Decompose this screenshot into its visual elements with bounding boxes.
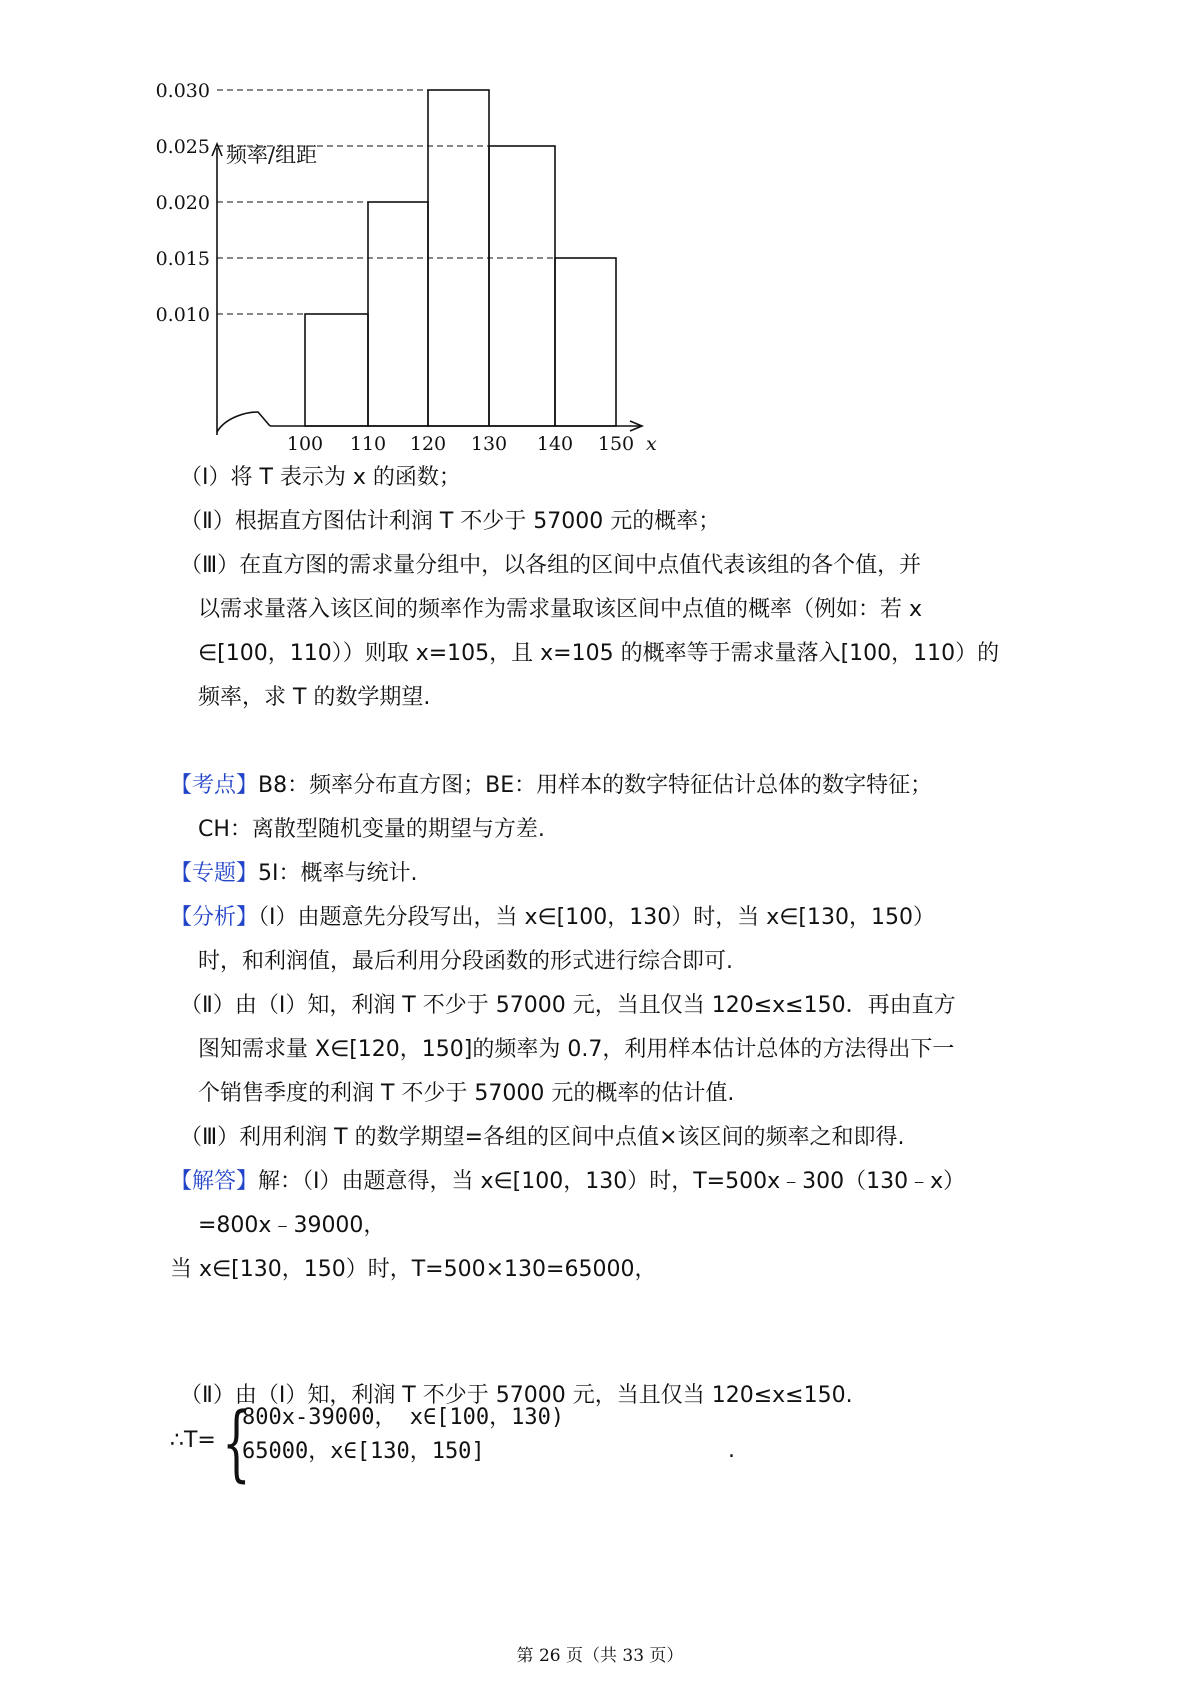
piecewise-brace: { — [222, 1396, 251, 1491]
kaodian-line-2: CH：离散型随机变量的期望与方差. — [198, 817, 545, 842]
x-tick-label: 110 — [349, 433, 387, 455]
zhuanti-line — [170, 859, 418, 889]
y-tick-label: 0.015 — [155, 248, 210, 270]
piecewise-lhs: ∴T= — [170, 1428, 216, 1453]
jieda-tag: 【解答】 — [170, 1169, 259, 1194]
fenxi-line-2: 时，和利润值，最后利用分段函数的形式进行综合即可. — [198, 949, 733, 974]
y-tick-label: 0.010 — [155, 304, 210, 326]
kaodian-line-1 — [170, 771, 932, 801]
fenxi-tag: 【分析】 — [170, 905, 259, 930]
x-tick-label: 130 — [470, 433, 508, 455]
y-tick-label: 0.020 — [155, 192, 210, 214]
x-tick-label: 100 — [286, 433, 324, 455]
y-tick-labels — [156, 80, 210, 326]
fenxi-line-1 — [170, 903, 935, 933]
jieda-line-1 — [170, 1167, 965, 1197]
x-tick-label: 140 — [536, 433, 574, 455]
zhuanti-text: 5I：概率与统计. — [258, 861, 418, 886]
x-axis-label: x — [646, 433, 657, 455]
y-axis-label: 频率/组距 — [226, 143, 318, 167]
page-footer: 第 26 页（共 33 页） — [516, 1646, 684, 1666]
jieda-text-1: 解：（Ⅰ）由题意得，当 x∈[100，130）时，T=500x﹣300（130﹣x） — [258, 1169, 966, 1194]
y-tick-label: 0.030 — [155, 80, 210, 102]
x-tick-labels — [287, 433, 634, 455]
question-2: （Ⅱ）根据直方图估计利润 T 不少于 57000 元的概率； — [180, 509, 721, 534]
frequency-histogram — [150, 80, 730, 500]
piecewise-end-dot: . — [728, 1438, 735, 1463]
histogram-bar — [305, 314, 368, 426]
question-3-line-1: （Ⅲ）在直方图的需求量分组中，以各组的区间中点值代表该组的各个值，并 — [180, 553, 922, 578]
y-tick-label: 0.025 — [155, 136, 210, 158]
question-3-line-3: ∈[100，110））则取 x=105，且 x=105 的概率等于需求量落入[100，110）的 — [198, 641, 1000, 666]
piecewise-case-1: 800x-39000， x∈[100，130) — [242, 1405, 565, 1430]
fenxi-line-4: 图知需求量 X∈[120，150]的频率为 0.7，利用样本估计总体的方法得出下一 — [198, 1037, 955, 1062]
piecewise-case-2: 65000，x∈[130，150] — [242, 1439, 485, 1464]
jieda-line-4: （Ⅱ）由（Ⅰ）知，利润 T 不少于 57000 元，当且仅当 120≤x≤150. — [180, 1383, 853, 1408]
fenxi-text-1: （Ⅰ）由题意先分段写出，当 x∈[100，130）时，当 x∈[130，150） — [258, 905, 935, 930]
question-3-line-4: 频率，求 T 的数学期望. — [198, 685, 431, 710]
x-tick-label: 120 — [409, 433, 447, 455]
fenxi-line-3: （Ⅱ）由（Ⅰ）知，利润 T 不少于 57000 元，当且仅当 120≤x≤150．再由直方 — [180, 993, 956, 1018]
x-tick-label: 150 — [597, 433, 635, 455]
axis-break — [217, 412, 270, 432]
question-1: （Ⅰ）将 T 表示为 x 的函数； — [180, 465, 461, 490]
jieda-line-2: =800x﹣39000， — [198, 1213, 386, 1238]
fenxi-line-6: （Ⅲ）利用利润 T 的数学期望=各组的区间中点值×该区间的频率之和即得. — [180, 1125, 905, 1150]
jieda-line-3: 当 x∈[130，150）时，T=500×130=65000， — [170, 1257, 657, 1282]
zhuanti-tag: 【专题】 — [170, 861, 259, 886]
histogram-bar — [368, 202, 428, 426]
kaodian-tag: 【考点】 — [170, 773, 259, 798]
kaodian-text-1: B8：频率分布直方图；BE：用样本的数字特征估计总体的数字特征； — [258, 773, 933, 798]
fenxi-line-5: 个销售季度的利润 T 不少于 57000 元的概率的估计值. — [198, 1081, 735, 1106]
question-3-line-2: 以需求量落入该区间的频率作为需求量取该区间中点值的概率（例如：若 x — [198, 597, 923, 622]
histogram-bar — [489, 146, 555, 426]
histogram-bar — [555, 258, 616, 426]
